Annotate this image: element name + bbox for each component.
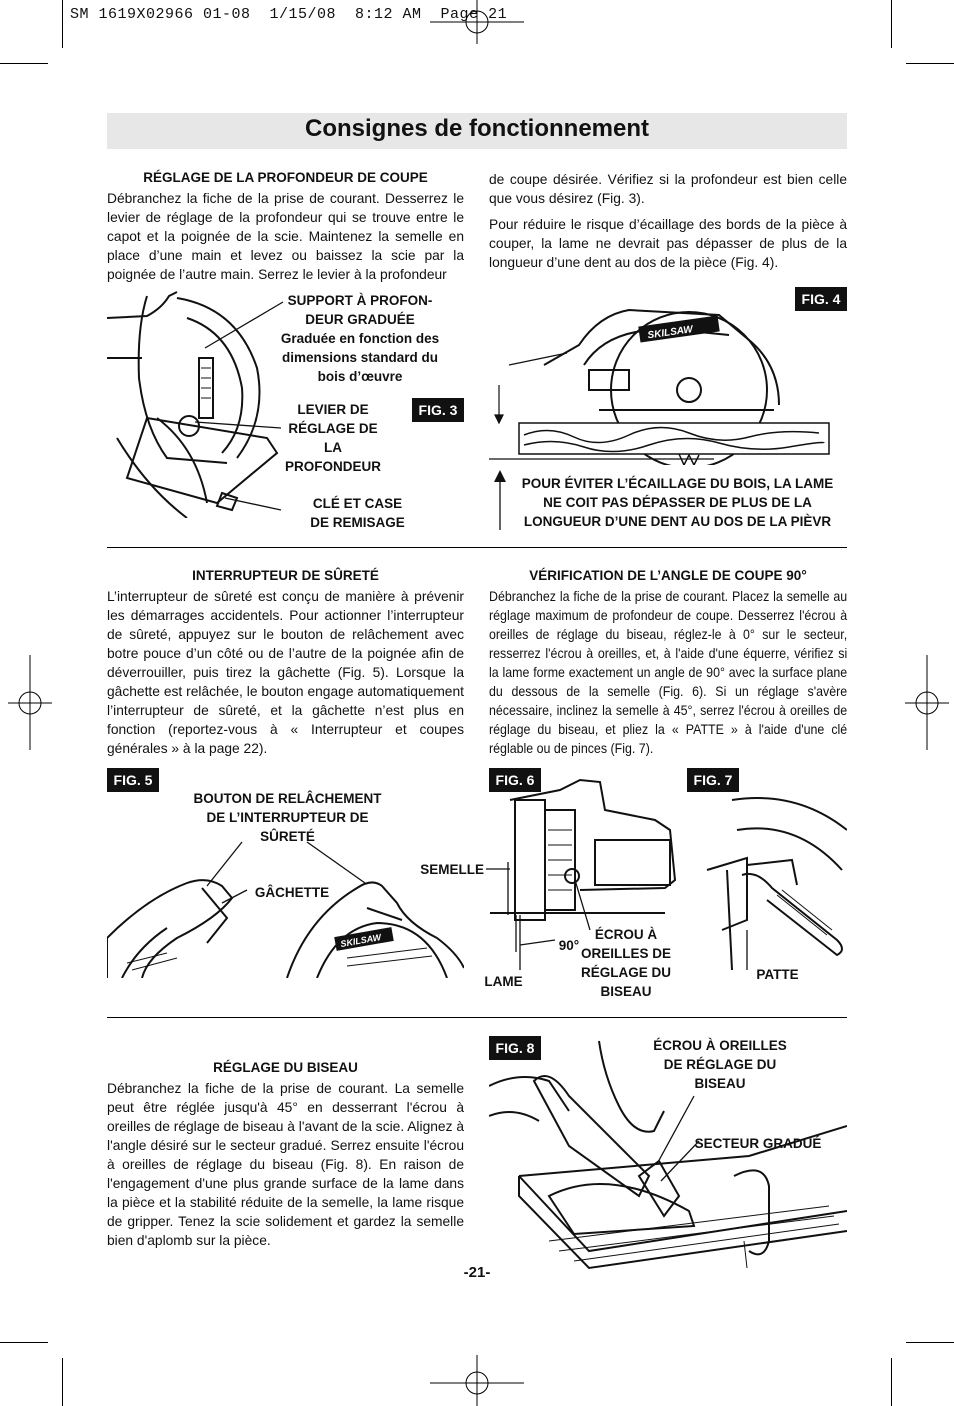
fig4-caption: POUR ÉVITER L’ÉCAILLAGE DU BOIS, LA LAME NE COIT PAS DÉPASSER DE PLUS DE LA LONGUEUR D’UNE DENT AU DOS DE LA PIÈVR	[521, 476, 834, 529]
fig6-tag: FIG. 6	[489, 768, 541, 792]
angle-heading: VÉRIFICATION DE L’ANGLE DE COUPE 90°	[529, 568, 807, 583]
depth-body-right-1: de coupe désirée. Vérifiez si la profondeur est bien celle que vous désirez (Fig. 3).	[489, 172, 847, 206]
bevel-body: Débranchez la fiche de la prise de courant. La semelle peut être réglée jusqu'à 45° en desserrant l'écrou à oreilles de réglage de biseau à l'avant de la scie. Alignez à l'angle désiré sur le secteur gradué. Serrez ensuite l'écrou à oreilles de réglage du biseau (Fig. 8). En raison de l'engagement d'une plus grande surface de la lame dans la pièce et la stabilité réduite de la semelle, la lame risque de gripper. Tenez la scie solidement et gardez la semelle bien d'aplomb sur la pièce.	[107, 1081, 464, 1248]
fig6-nut-label: ÉCROU À OREILLES DE RÉGLAGE DU BISEAU	[580, 927, 671, 999]
bevel-heading: RÉGLAGE DU BISEAU	[213, 1060, 358, 1075]
fig3-lever-label: LEVIER DE RÉGLAGE DE LA PROFONDEUR	[284, 402, 381, 474]
fig8-sector-label: SECTEUR GRADUÉ	[694, 1136, 822, 1151]
fig4-saw-drawing	[489, 285, 847, 465]
fig7-saw-drawing	[687, 770, 847, 970]
print-slug: SM 1619X02966 01-08 1/15/08 8:12 AM Page 21	[70, 6, 508, 23]
safety-body: L’interrupteur de sûreté est conçu de manière à prévenir les démarrages accidentels. Pour actionner l’interrupteur de sûreté, appuyez sur le bouton de relâchement avec botre pouce d’un côté ou de l’autre de la poignée afin de déverrouiller, puis tirez la gâchette (Fig. 5). Lorsque la gâchette est relâchée, le bouton engage automatiquement l’interrupteur de sûreté, et la gâchette n’est plus en fonction (reportez-vous à « Interrupteur et coupes générales » à la page 22).	[107, 589, 464, 756]
fig3-support-label: SUPPORT À PROFON- DEUR GRADUÉE Graduée en fonction des dimensions standard du bois d’œuvre	[280, 293, 440, 384]
angle-body: Débranchez la fiche de la prise de courant. Placez la semelle au réglage maximum de profondeur de coupe. Desserrez l'écrou à oreilles de réglage du biseau, réglez-le à 0° sur le secteur, resserrez l'écrou à oreilles, et, à l'aide d'une équerre, vérifiez si la lame forme exactement un angle de 90° avec la surface plane du dessous de la semelle (Fig. 6). Si un réglage s'avère nécessaire, inclinez la semelle à 45°, serrez l'écrou à oreilles de réglage du biseau, et pliez la « PATTE » à l'aide d'une clé réglable ou de pinces (Fig. 7).	[489, 589, 848, 756]
fig7-tag: FIG. 7	[687, 768, 739, 792]
fig6-blade-label: LAME	[484, 974, 523, 989]
fig3-key-label: CLÉ ET CASE DE REMISAGE	[310, 496, 405, 530]
section-divider	[107, 1017, 847, 1018]
fig6-shoe-label: SEMELLE	[420, 862, 484, 877]
fig6-angle-label: 90°	[558, 938, 580, 953]
fig3-leader-lines	[195, 288, 285, 518]
fig8-nut-label: ÉCROU À OREILLES DE RÉGLAGE DU BISEAU	[653, 1038, 787, 1091]
fig5-trigger-label: GÂCHETTE	[254, 885, 330, 900]
fig5-brand: SKILSAW	[339, 932, 382, 950]
depth-heading: RÉGLAGE DE LA PROFONDEUR DE COUPE	[143, 170, 428, 185]
page-number: -21-	[463, 1264, 491, 1281]
fig4-brand: SKILSAW	[646, 324, 694, 342]
depth-body-left: Débranchez la fiche de la prise de courant. Desserrez le levier de réglage de la profondeur qui se trouve entre le capot et la poignée de la scie. Maintenez la semelle en place d’une main et levez ou baissez la scie par la poignée de l’autre main. Serrez le levier à la profondeur	[107, 191, 464, 282]
fig5-saw-drawing	[107, 828, 464, 978]
fig7-tab-label: PATTE	[756, 967, 799, 982]
fig4-tag: FIG. 4	[795, 287, 847, 311]
safety-heading: INTERRUPTEUR DE SÛRETÉ	[192, 568, 379, 583]
fig8-tag: FIG. 8	[489, 1036, 541, 1060]
fig5-tag: FIG. 5	[107, 768, 159, 792]
depth-body-right-2: Pour réduire le risque d’écaillage des bords de la pièce à couper, la lame ne devrait pas dépasser de plus de la longueur d’une dent au dos de la pièce (Fig. 4).	[489, 217, 847, 270]
angle-body-wrap	[489, 587, 887, 758]
section-divider	[107, 547, 847, 548]
fig3-tag: FIG. 3	[412, 398, 464, 422]
fig5-button-label: BOUTON DE RELÂCHEMENT DE L’INTERRUPTEUR DE SÛRETÉ	[193, 791, 382, 844]
page-title: Consignes de fonctionnement	[304, 115, 649, 142]
